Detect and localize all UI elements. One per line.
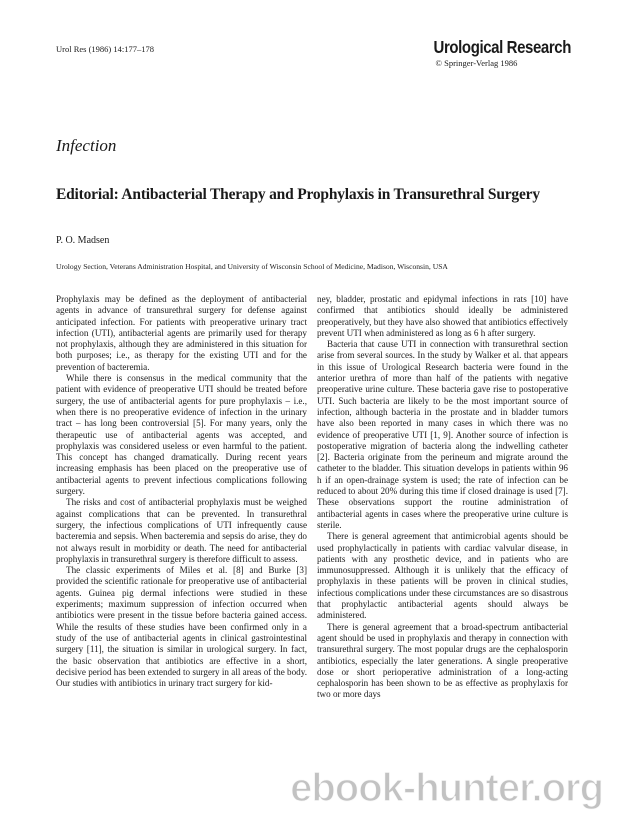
left-column — [56, 294, 307, 689]
paragraph: The risks and cost of antibacterial prophylaxis must be weighed against complications that can be prevented. In transurethral surgery, the infectious complications of UTI infrequently cause bacteremia and sepsis. When bacteremia and sepsis do arise, they do not always result in morbidity or death. The need for antibacterial prophylaxis in transurethral surgery is therefore difficult to assess. — [56, 497, 307, 564]
affiliation: Urology Section, Veterans Administration Hospital, and University of Wisconsin School of Medicine, Madison, Wisconsin, USA — [56, 262, 448, 271]
paragraph: There is general agreement that a broad-spectrum antibacterial agent should be used in prophylaxis and therapy in connection with transurethral surgery. The most popular drugs are the cephalosporin antibiotics, especially the later generations. A single preoperative dose or short perioperative administration of a long-acting cephalosporin has been shown to be as effective as prophylaxis for two or more days — [317, 621, 568, 700]
paragraph: While there is consensus in the medical community that the patient with evidence of preoperative UTI should be treated before surgery, the use of antibacterial agents for pure prophylaxis – i.e., when there is no preoperative evidence of infection in the urinary tract – has long been controversial [5]. For many years, only the therapeutic use of antibacterial agents was accepted, and prophylaxis was considered useless or even harmful to the patient. This concept has changed dramatically. During recent years increasing emphasis has been placed on the preoperative use of antibacterial agents to prevent infectious complications following surgery. — [56, 373, 307, 497]
author: P. O. Madsen — [56, 235, 110, 246]
journal-title: Urological Research — [433, 38, 571, 58]
right-column — [317, 294, 568, 701]
section-heading: Infection — [56, 136, 117, 155]
paragraph: Prophylaxis may be defined as the deployment of antibacterial agents in advance of transurethral surgery for defense against anticipated infection. For patients with preoperative urinary tract infection (UTI), antibacterial agents are primarily used for therapy not prophylaxis, although they are administered in this situation for both purposes; i.e., as therapy for the existing UTI and for the prevention of bacteremia. — [56, 294, 307, 372]
article-title: Editorial: Antibacterial Therapy and Prophylaxis in Transurethral Surgery — [56, 186, 540, 203]
paragraph: Bacteria that cause UTI in connection with transurethral section arise from several sources. In the study by Walker et al. that appears in this issue of Urological Research bacteria were found in the anterior urethra of more than half of the patients with negative preoperative urine culture. These bacteria gave rise to postoperative UTI. Such bacteria are likely to be the most important source of infection, although bacteria in the prostate and in bladder tumors have also been reported in many cases in which there was no evidence of preoperative UTI [1, 9]. Another source of infection is postoperative migration of bacteria along the indwelling catheter [2]. Bacteria originate from the perineum and migrate around the catheter to the bladder. This situation develops in patients within 96 h if an open-drainage system is used; the rate of infection can be reduced to about 20% during this time if closed drainage is used [7]. These observations support the routine administration of antibacterial agents in cases where the preoperative urine culture is sterile. — [317, 339, 568, 530]
paragraph: The classic experiments of Miles et al. [8] and Burke [3] provided the scientific rationale for preoperative use of antibacterial agents. Guinea pig dermal infections were studied in these experiments; maximum suppression of infection occurred when antibiotics were present in the tissue before bacteria gained access. While the results of these studies have been confirmed only in a study of the use of antibacterial agents in clinical gastrointestinal surgery [11], the situation is similar in urological surgery. In fact, the basic observation that antibiotics are effective in a short, decisive period has been extended to surgery in all areas of the body. Our studies with antibiotics in urinary tract surgery for kid- — [56, 565, 307, 689]
journal-header — [434, 38, 571, 68]
paragraph: There is general agreement that antimicrobial agents should be used prophylactically in patients with cardiac valvular disease, in patients with any prosthetic device, and in patients who are immunosuppressed. Although it is unlikely that the efficacy of prophylaxis in these patients will be proven in clinical studies, infectious complications under these circumstances are so disastrous that prophylactic antibacterial agents should always be administered. — [317, 531, 568, 621]
paragraph: ney, bladder, prostatic and epidymal infections in rats [10] have confirmed that antibiotics should ideally be administered preoperatively, but they have also showed that antibiotics effectively prevent UTI when administered as long as 6 h after surgery. — [317, 294, 568, 338]
watermark: ebook-hunter.org — [290, 766, 603, 810]
copyright: © Springer-Verlag 1986 — [435, 58, 518, 68]
citation: Urol Res (1986) 14:177–178 — [56, 44, 154, 54]
